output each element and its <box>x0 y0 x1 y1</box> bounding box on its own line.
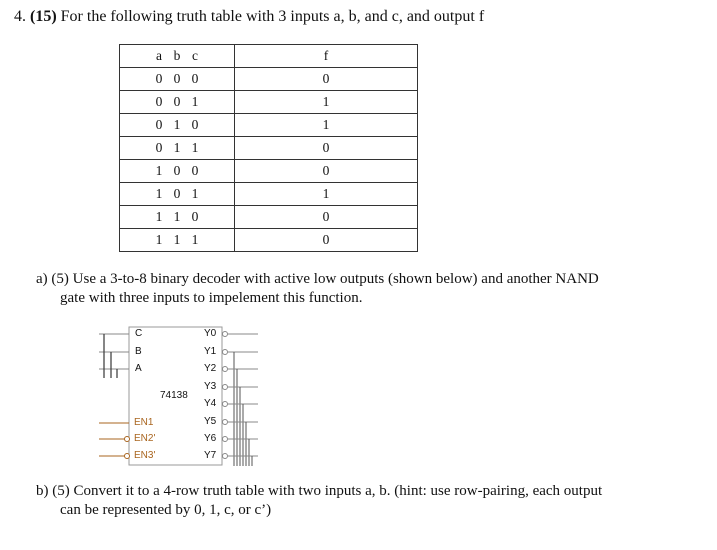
output-f-value: 0 <box>235 206 418 229</box>
decoder-enable-en1: EN1 <box>134 417 154 428</box>
input-b-value: 0 <box>173 71 181 86</box>
truth-table-row <box>120 206 418 229</box>
truth-table-header <box>120 45 418 68</box>
input-c-value: 1 <box>191 232 199 247</box>
part-b-label: b) <box>36 483 49 499</box>
input-b-value: 0 <box>173 94 181 109</box>
output-f-value: 0 <box>235 160 418 183</box>
decoder-enable-en3: EN3' <box>134 450 156 461</box>
output-f-value: 1 <box>235 114 418 137</box>
decoder-enable-en2: EN2' <box>134 433 156 444</box>
input-header-cell <box>120 45 235 68</box>
input-c-value: 1 <box>191 94 199 109</box>
input-b-value: 1 <box>173 209 181 224</box>
header-a: a <box>156 48 162 63</box>
output-bubble <box>223 350 228 355</box>
input-cell <box>120 137 235 160</box>
decoder-output-y2: Y2 <box>204 363 217 374</box>
input-a-value: 1 <box>155 186 163 201</box>
decoder-input-a: A <box>135 363 142 374</box>
truth-table-row <box>120 137 418 160</box>
truth-table-row <box>120 160 418 183</box>
decoder-input-c: C <box>135 328 143 339</box>
output-f-value: 1 <box>235 91 418 114</box>
part-a-label: a) <box>36 271 48 287</box>
input-c-value: 0 <box>191 71 199 86</box>
truth-table-row <box>120 183 418 206</box>
input-a-value: 1 <box>155 163 163 178</box>
question-text: For the following truth table with 3 inputs a, b, and c, and output f <box>60 8 485 25</box>
truth-table-row <box>120 114 418 137</box>
decoder-output-y4: Y4 <box>204 398 217 409</box>
output-bubble <box>223 385 228 390</box>
output-f-value: 0 <box>235 229 418 252</box>
decoder-body <box>129 327 222 465</box>
input-c-value: 0 <box>191 117 199 132</box>
header-c: c <box>192 48 198 63</box>
decoder-output-y6: Y6 <box>204 433 217 444</box>
input-cell <box>120 183 235 206</box>
input-cell <box>120 206 235 229</box>
part-b-line2: can be represented by 0, 1, c, or c’) <box>60 502 272 518</box>
question-number: 4. <box>14 8 26 25</box>
input-a-value: 0 <box>155 71 163 86</box>
decoder-output-y1: Y1 <box>204 346 217 357</box>
input-c-value: 1 <box>191 186 199 201</box>
input-cell <box>120 160 235 183</box>
input-cell <box>120 114 235 137</box>
part-a-line2: gate with three inputs to impelement this function. <box>60 290 363 306</box>
input-a-value: 0 <box>155 94 163 109</box>
output-bubble <box>223 420 228 425</box>
input-a-value: 1 <box>155 232 163 247</box>
output-bubble <box>223 454 228 459</box>
part-a-line1: (5) Use a 3-to-8 binary decoder with active low outputs (shown below) and another NAND <box>51 271 599 287</box>
input-cell <box>120 229 235 252</box>
output-f-value: 0 <box>235 137 418 160</box>
decoder-output-y0: Y0 <box>204 328 217 339</box>
input-cell <box>120 68 235 91</box>
header-b: b <box>173 48 181 63</box>
input-b-value: 1 <box>173 140 181 155</box>
input-a-value: 0 <box>155 117 163 132</box>
decoder-output-y3: Y3 <box>204 381 217 392</box>
decoder-chip-label: 74138 <box>160 390 188 401</box>
input-b-value: 1 <box>173 117 181 132</box>
question-header <box>14 8 484 26</box>
part-b <box>36 482 602 520</box>
decoder-output-y5: Y5 <box>204 416 217 427</box>
output-bubble <box>223 402 228 407</box>
input-b-value: 0 <box>173 163 181 178</box>
decoder-input-b: B <box>135 346 142 357</box>
input-b-value: 1 <box>173 232 181 247</box>
input-c-value: 0 <box>191 163 199 178</box>
header-f: f <box>235 45 418 68</box>
truth-table <box>119 44 418 252</box>
output-bubble <box>223 332 228 337</box>
input-a-value: 1 <box>155 209 163 224</box>
decoder-output-y7: Y7 <box>204 450 217 461</box>
input-c-value: 1 <box>191 140 199 155</box>
output-f-value: 0 <box>235 68 418 91</box>
question-points: (15) <box>30 8 57 25</box>
part-b-line1: (5) Convert it to a 4-row truth table with two inputs a, b. (hint: use row-pairing, each output <box>52 483 603 499</box>
output-f-value: 1 <box>235 183 418 206</box>
output-bubble <box>223 437 228 442</box>
truth-table-row <box>120 68 418 91</box>
part-a <box>36 270 599 308</box>
truth-table-row <box>120 229 418 252</box>
output-bubble <box>223 367 228 372</box>
input-a-value: 0 <box>155 140 163 155</box>
input-c-value: 0 <box>191 209 199 224</box>
truth-table-row <box>120 91 418 114</box>
input-b-value: 0 <box>173 186 181 201</box>
input-cell <box>120 91 235 114</box>
